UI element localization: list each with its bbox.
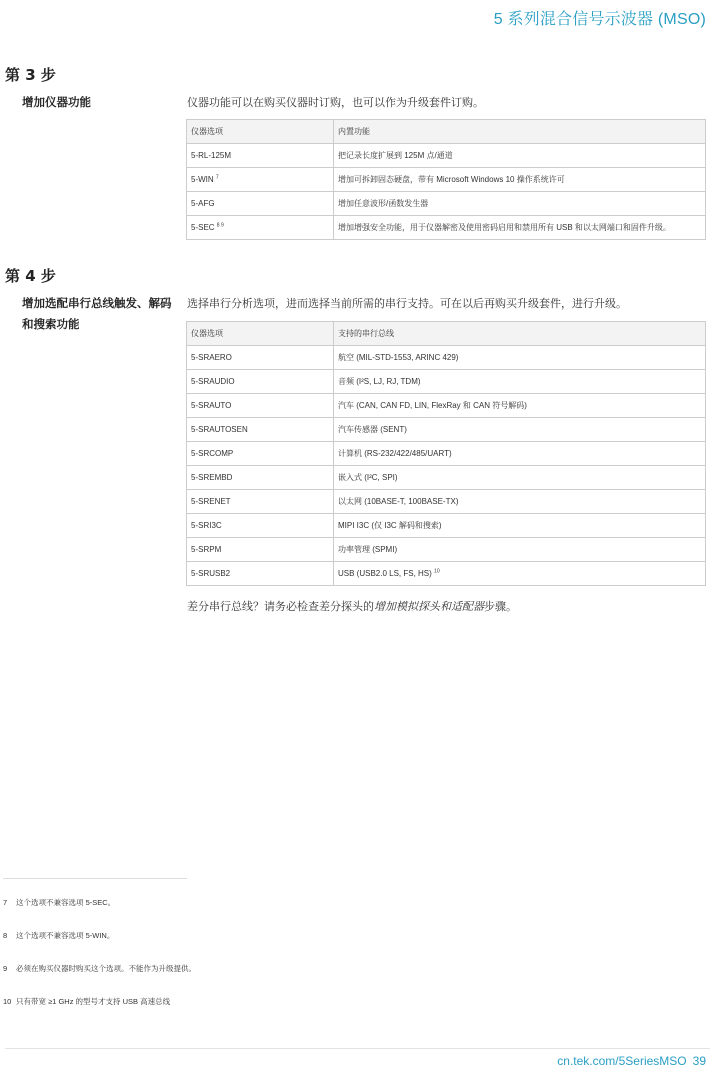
footnote-9 bbox=[3, 963, 196, 974]
footer-url-link[interactable]: cn.tek.com/5SeriesMSO bbox=[557, 1054, 687, 1068]
table-row bbox=[187, 192, 706, 216]
footnote-text: 这个选项不兼容选项 5-WIN。 bbox=[16, 931, 115, 940]
instrument-feature-table bbox=[186, 119, 706, 240]
column-header-option: 仪器选项 bbox=[187, 120, 334, 144]
table-row bbox=[187, 168, 706, 192]
option-cell: 5-WIN $^7$ bbox=[187, 168, 334, 192]
note-text: 差分串行总线？请务必检查差分探头的 bbox=[187, 600, 374, 613]
option-cell: 5-RL-125M bbox=[187, 144, 334, 168]
option-cell: 5-SRAUTOSEN bbox=[187, 418, 334, 442]
table-header-row bbox=[187, 120, 706, 144]
column-header-support: 支持的串行总线 bbox=[334, 322, 706, 346]
step-3-intro: 仪器功能可以在购买仪器时订购，也可以作为升级套件订购。 bbox=[187, 96, 484, 109]
feature-cell: 增加可拆卸固态硬盘，带有 Microsoft Windows 10 操作系统许可 bbox=[334, 168, 706, 192]
column-header-option: 仪器选项 bbox=[187, 322, 334, 346]
footnote-text: 这个选项不兼容选项 5-SEC。 bbox=[16, 898, 116, 907]
feature-cell: 增加任意波形/函数发生器 bbox=[334, 192, 706, 216]
option-cell: 5-SRAUTO bbox=[187, 394, 334, 418]
support-cell: MIPI I3C (仅 I3C 解码和搜索) bbox=[334, 514, 706, 538]
footnote-number: 7 bbox=[3, 898, 8, 907]
table-row bbox=[187, 538, 706, 562]
differential-probe-note bbox=[187, 598, 517, 614]
option-cell: 5-SRI3C bbox=[187, 514, 334, 538]
table-row bbox=[187, 442, 706, 466]
step-4-heading: 第 4 步 bbox=[5, 267, 56, 285]
page-number: 39 bbox=[692, 1054, 706, 1068]
option-cell: 5-AFG bbox=[187, 192, 334, 216]
table-row bbox=[187, 466, 706, 490]
table-row bbox=[187, 418, 706, 442]
serial-bus-table bbox=[186, 321, 706, 586]
step-3-label: 增加仪器功能 bbox=[22, 95, 91, 109]
footnote-8 bbox=[3, 930, 114, 941]
table-row bbox=[187, 394, 706, 418]
feature-cell: 把记录长度扩展到 125M 点/通道 bbox=[334, 144, 706, 168]
probe-step-link[interactable]: 增加模拟探头和适配器 bbox=[374, 600, 484, 613]
support-cell: 汽车 (CAN, CAN FD, LIN, FlexRay 和 CAN 符号解码) bbox=[334, 394, 706, 418]
footnote-number: 9 bbox=[3, 964, 8, 973]
step-4-label: 增加选配串行总线触发、解码和搜索功能 bbox=[22, 296, 172, 331]
support-cell: 以太网 (10BASE-T, 100BASE-TX) bbox=[334, 490, 706, 514]
footnote-text: 必须在购买仪器时购买这个选项。不能作为升级提供。 bbox=[16, 964, 196, 973]
footnote-ref: 8 9 bbox=[216, 222, 224, 229]
step-4-intro: 选择串行分析选项，进而选择当前所需的串行支持。可在以后再购买升级套件，进行升级。 bbox=[187, 297, 627, 310]
table-row bbox=[187, 144, 706, 168]
option-cell: 5-SRPM bbox=[187, 538, 334, 562]
table-header-row bbox=[187, 322, 706, 346]
option-cell: 5-SRENET bbox=[187, 490, 334, 514]
table-row bbox=[187, 514, 706, 538]
table-row bbox=[187, 562, 706, 586]
footnote-7 bbox=[3, 897, 115, 908]
support-cell: 音频 (I²S, LJ, RJ, TDM) bbox=[334, 370, 706, 394]
footnote-divider bbox=[3, 878, 187, 879]
support-cell: 嵌入式 (I²C, SPI) bbox=[334, 466, 706, 490]
support-cell: 汽车传感器 (SENT) bbox=[334, 418, 706, 442]
document-header-title: 5 系列混合信号示波器 (MSO) bbox=[493, 11, 706, 28]
option-cell: 5-SRCOMP bbox=[187, 442, 334, 466]
table-row bbox=[187, 346, 706, 370]
table-row bbox=[187, 490, 706, 514]
footnote-number: 8 bbox=[3, 931, 8, 940]
option-cell: 5-SRUSB2 bbox=[187, 562, 334, 586]
table-row bbox=[187, 370, 706, 394]
option-cell: 5-SRAERO bbox=[187, 346, 334, 370]
footnote-10 bbox=[3, 996, 170, 1007]
page-footer bbox=[557, 1054, 706, 1068]
option-cell: 5-SEC $^{8 9}$ bbox=[187, 216, 334, 240]
option-cell: 5-SREMBD bbox=[187, 466, 334, 490]
support-cell: USB (USB2.0 LS, FS, HS) $^{10}$ bbox=[334, 562, 706, 586]
step-3-heading: 第 3 步 bbox=[5, 66, 56, 84]
footnote-text: 只有带宽 ≥1 GHz 的型号才支持 USB 高速总线 bbox=[16, 997, 171, 1006]
footnote-ref: 7 bbox=[215, 174, 219, 181]
note-suffix: 步骤。 bbox=[484, 600, 517, 613]
footnote-number: 10 bbox=[3, 997, 12, 1006]
support-cell: 航空 (MIL-STD-1553, ARINC 429) bbox=[334, 346, 706, 370]
footer-divider bbox=[5, 1048, 710, 1049]
support-cell: 计算机 (RS-232/422/485/UART) bbox=[334, 442, 706, 466]
footnote-ref: 10 bbox=[434, 568, 440, 575]
support-cell: 功率管理 (SPMI) bbox=[334, 538, 706, 562]
table-row bbox=[187, 216, 706, 240]
column-header-feature: 内置功能 bbox=[334, 120, 706, 144]
option-cell: 5-SRAUDIO bbox=[187, 370, 334, 394]
feature-cell: 增加增强安全功能，用于仪器解密及使用密码启用和禁用所有 USB 和以太网端口和固件升级。 bbox=[334, 216, 706, 240]
